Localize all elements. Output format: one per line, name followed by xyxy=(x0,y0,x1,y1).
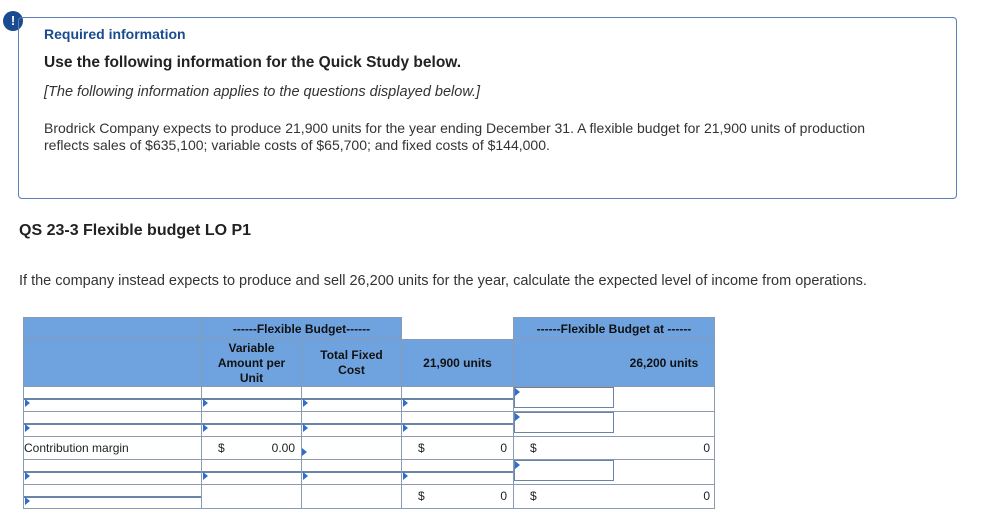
row2-26200-input[interactable] xyxy=(514,412,614,433)
scenario-text: Brodrick Company expects to produce 21,900 units for the year ending December 31. A flexible budget for 21,900 units of production reflects sales of $635,100; variable costs of $65,700; and fixed costs of $144,000. xyxy=(44,120,866,153)
units-21900-header: 21,900 units xyxy=(402,340,514,387)
flexible-budget-group-header: ------Flexible Budget------ xyxy=(202,318,402,340)
final-26200-cell: $ 0 xyxy=(514,485,715,509)
row2-label-input[interactable] xyxy=(24,423,201,425)
row5-label-input[interactable] xyxy=(24,496,201,498)
units-26200-header: 26,200 units xyxy=(514,340,715,387)
row2-21900-input[interactable] xyxy=(402,423,513,425)
row4-variable-input[interactable] xyxy=(202,471,301,473)
flexible-budget-table xyxy=(23,317,715,509)
header-blank-cell xyxy=(24,318,202,340)
required-info-box xyxy=(18,17,957,199)
cm-fixed-cell xyxy=(302,437,402,460)
cm-variable-cell: $ 0.00 xyxy=(202,437,302,460)
cm-21900-cell: $ 0 xyxy=(402,437,514,460)
row1-26200-input[interactable] xyxy=(514,387,614,408)
flexible-budget-at-group-header: ------Flexible Budget at ------ xyxy=(514,318,715,340)
row1-variable-input[interactable] xyxy=(202,398,301,400)
required-information-label: Required information xyxy=(44,26,186,42)
instruction-heading: Use the following information for the Quick Study below. xyxy=(44,54,462,71)
question-title: QS 23-3 Flexible budget LO P1 xyxy=(19,222,252,239)
row2-variable-input[interactable] xyxy=(202,423,301,425)
alert-icon: ! xyxy=(3,11,23,31)
row1-label-input[interactable] xyxy=(24,398,201,400)
row4-fixed-input[interactable] xyxy=(302,471,401,473)
separator-cell xyxy=(402,318,514,340)
row5-fixed-cell xyxy=(302,485,402,509)
total-fixed-cost-header: Total Fixed Cost xyxy=(302,340,402,387)
contribution-margin-label: Contribution margin xyxy=(24,437,202,460)
row1-21900-input[interactable] xyxy=(402,398,513,400)
row1-fixed-input[interactable] xyxy=(302,398,401,400)
row5-variable-cell xyxy=(202,485,302,509)
applies-note: [The following information applies to the questions displayed below.] xyxy=(44,84,481,100)
row4-label-input[interactable] xyxy=(24,471,201,473)
header-label-cell xyxy=(24,340,202,387)
row4-21900-input[interactable] xyxy=(402,471,513,473)
cm-26200-cell: $ 0 xyxy=(514,437,715,460)
final-21900-cell: $ 0 xyxy=(402,485,514,509)
variable-amount-header: Variable Amount per Unit xyxy=(202,340,302,387)
row4-26200-input[interactable] xyxy=(514,460,614,481)
question-text: If the company instead expects to produce and sell 26,200 units for the year, calculate the expected level of income from operations. xyxy=(19,273,867,289)
row2-fixed-input[interactable] xyxy=(302,423,401,425)
